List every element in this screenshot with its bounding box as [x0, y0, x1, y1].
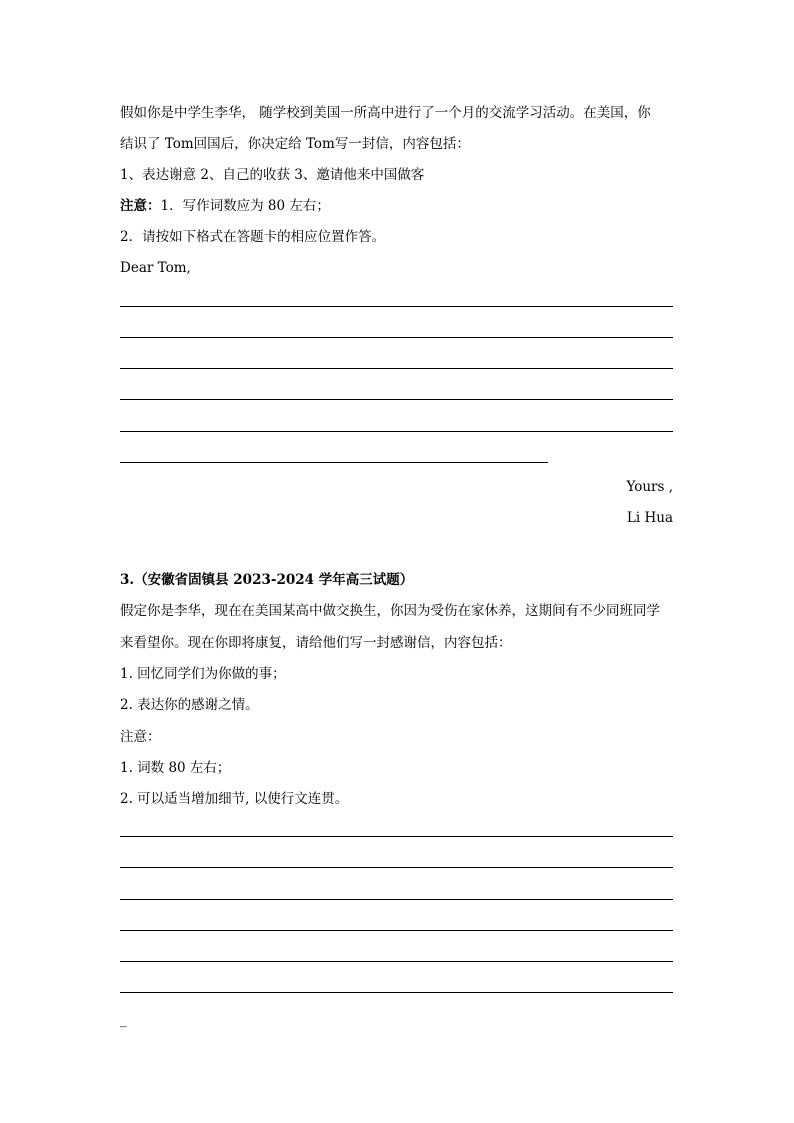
answer-line[interactable]	[120, 431, 673, 432]
q3-note-1: 1. 词数 80 左右；	[120, 760, 231, 776]
q3-item-1: 1. 回忆同学们为你做的事；	[120, 666, 286, 682]
answer-line[interactable]	[120, 992, 673, 993]
answer-line[interactable]	[120, 867, 673, 868]
answer-line[interactable]	[120, 899, 673, 900]
q2-salutation: Dear Tom,	[120, 260, 191, 276]
q2-closing: Yours ,	[626, 479, 673, 495]
q3-trailing-mark: _	[120, 1012, 127, 1028]
q2-signature: Li Hua	[626, 510, 673, 526]
q3-note-label: 注意：	[120, 729, 161, 745]
q2-intro-line-2: 结识了 Tom回国后，你决定给 Tom写一封信，内容包括：	[120, 136, 470, 152]
q3-heading: 3.（安徽省固镇县 2023-2024 学年高三试题）	[120, 572, 414, 588]
answer-line[interactable]	[120, 930, 673, 931]
q2-note	[120, 197, 330, 215]
q3-intro-line-2: 来看望你。现在你即将康复，请给他们写一封感谢信，内容包括：	[120, 635, 512, 651]
q2-note-2: 2．请按如下格式在答题卡的相应位置作答。	[120, 229, 386, 245]
answer-line[interactable]	[120, 399, 673, 400]
q2-note-1: 1．写作词数应为 80 左右；	[160, 198, 330, 214]
q3-note-2: 2. 可以适当增加细节, 以使行文连贯。	[120, 791, 349, 807]
q2-note-label: 注意：	[120, 198, 161, 214]
answer-line[interactable]	[120, 961, 673, 962]
q2-intro-line-1: 假如你是中学生李华， 随学校到美国一所高中进行了一个月的交流学习活动。在美国，你	[120, 105, 651, 121]
answer-line-short[interactable]	[120, 462, 548, 463]
q3-intro-line-1: 假定你是李华，现在在美国某高中做交换生，你因为受伤在家休养，这期间有不少同班同学	[120, 603, 660, 619]
q3-item-2: 2. 表达你的感谢之情。	[120, 697, 259, 713]
answer-line[interactable]	[120, 306, 673, 307]
answer-line[interactable]	[120, 337, 673, 338]
q2-content-points: 1、表达谢意 2、自己的收获 3、邀请他来中国做客	[120, 167, 425, 183]
answer-line[interactable]	[120, 368, 673, 369]
document-page	[120, 0, 673, 1123]
answer-line[interactable]	[120, 836, 673, 837]
